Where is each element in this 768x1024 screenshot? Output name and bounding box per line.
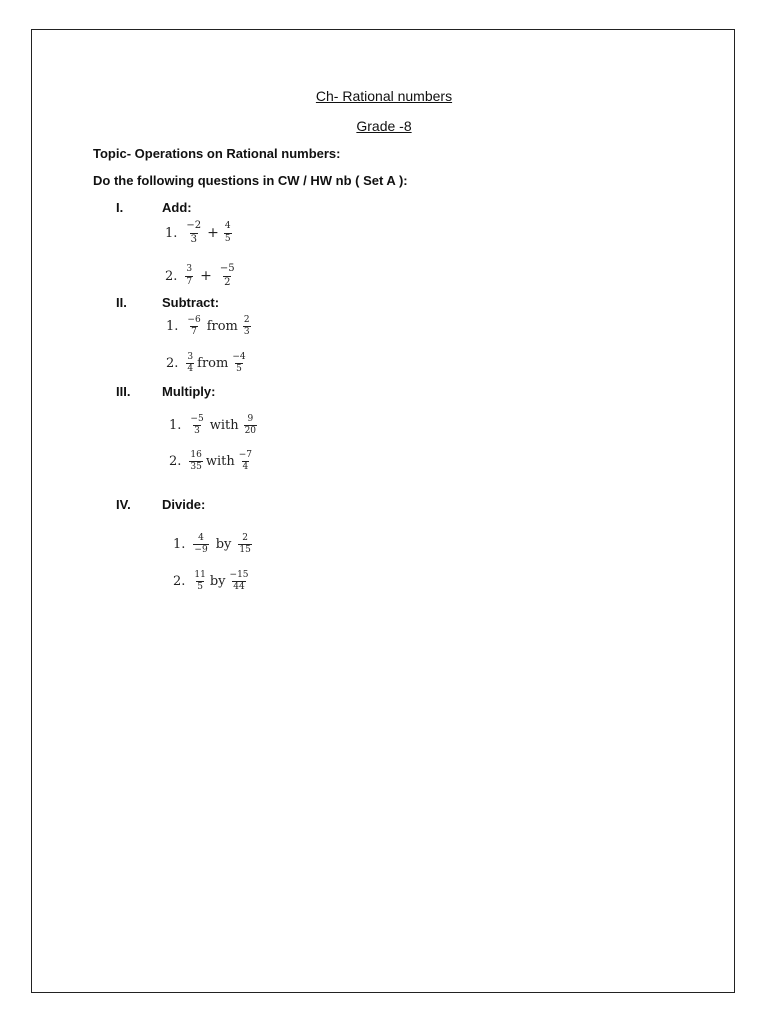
section-label-add: Add: xyxy=(162,200,192,215)
section-numeral: I. xyxy=(116,200,124,215)
fraction: $\frac{-6}{7}$ xyxy=(187,315,201,338)
question-number: 1. xyxy=(166,319,179,335)
operator: + xyxy=(207,225,219,241)
topic-line: Topic- Operations on Rational numbers: xyxy=(93,146,341,161)
operator-word: from xyxy=(197,356,229,372)
question-number: 2. xyxy=(165,268,178,284)
operator-word: with xyxy=(205,454,235,470)
question-number: 2. xyxy=(166,356,179,372)
fraction: $\frac{9}{20}$ xyxy=(244,414,257,437)
fraction: $\frac{-2}{3}$ xyxy=(186,220,202,245)
fraction: $\frac{3}{7}$ xyxy=(186,264,193,287)
fraction: $\frac{-5}{3}$ xyxy=(190,414,204,437)
add-question-1 xyxy=(165,221,233,245)
chapter-title: Ch- Rational numbers xyxy=(315,88,453,104)
fraction: $\frac{-7}{4}$ xyxy=(238,450,253,473)
fraction: $\frac{16}{35}$ xyxy=(190,450,202,473)
multiply-question-2 xyxy=(169,451,254,473)
section-numeral: III. xyxy=(116,384,131,399)
question-number: 1. xyxy=(165,225,178,241)
instructions-line: Do the following questions in CW / HW nb ( Set A ): xyxy=(93,173,408,188)
add-question-2 xyxy=(165,264,237,288)
fraction: $\frac{2}{3}$ xyxy=(243,315,250,338)
operator-word: by xyxy=(215,537,232,553)
operator-word: from xyxy=(206,319,238,335)
fraction: $\frac{2}{15}$ xyxy=(239,533,251,556)
fraction: $\frac{-5}{2}$ xyxy=(219,263,235,288)
section-label-subtract: Subtract: xyxy=(162,295,220,310)
fraction: $\frac{3}{4}$ xyxy=(187,352,194,375)
question-number: 1. xyxy=(173,537,186,553)
section-numeral: II. xyxy=(116,295,127,310)
question-number: 2. xyxy=(173,574,186,590)
operator-word: by xyxy=(209,574,226,590)
operator-word: with xyxy=(209,418,239,434)
fraction: $\frac{4}{5}$ xyxy=(224,221,231,244)
fraction: $\frac{4}{-9}$ xyxy=(194,533,208,556)
divide-question-2 xyxy=(173,571,251,593)
fraction: $\frac{11}{5}$ xyxy=(194,570,206,593)
subtract-question-1 xyxy=(166,316,252,338)
fraction: $\frac{-4}{5}$ xyxy=(232,352,246,375)
fraction: $\frac{-15}{44}$ xyxy=(229,570,249,593)
section-label-divide: Divide: xyxy=(162,497,206,512)
question-number: 1. xyxy=(169,418,182,434)
question-number: 2. xyxy=(169,454,182,470)
divide-question-1 xyxy=(173,534,253,556)
multiply-question-1 xyxy=(169,415,258,437)
operator: + xyxy=(200,268,212,284)
grade-title: Grade -8 xyxy=(356,118,412,134)
section-numeral: IV. xyxy=(116,497,131,512)
section-label-multiply: Multiply: xyxy=(162,384,216,399)
subtract-question-2 xyxy=(166,353,248,375)
